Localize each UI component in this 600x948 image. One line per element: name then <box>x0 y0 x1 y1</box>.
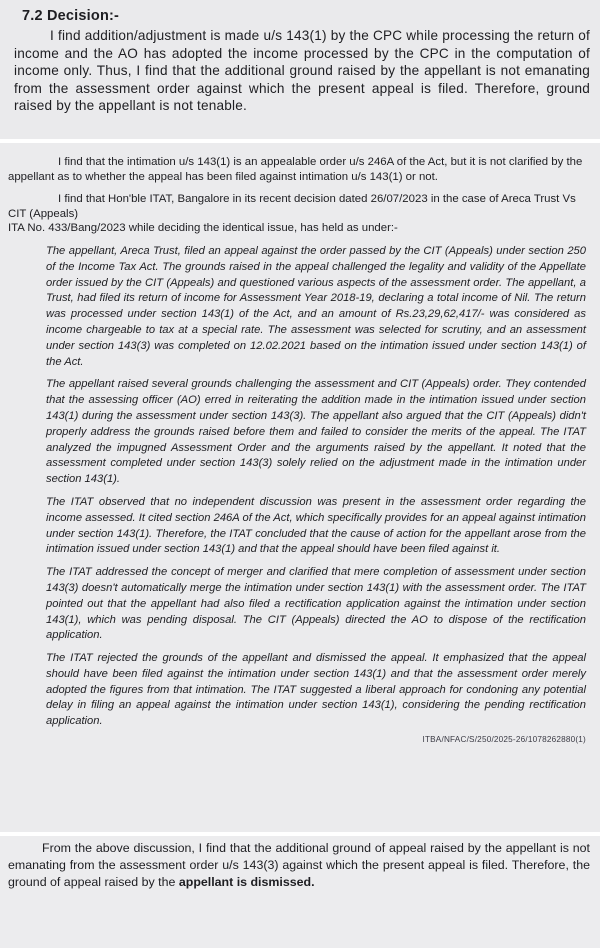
quote-paragraph: The ITAT addressed the concept of merger and clarified that mere completion of assessment under section 143(3) doesn't automatically merge the intimation under section 143(1) with the assessment order. The ITAT pointed out that the appellant had also filed a rectification application against the intimation under section 143(1), which was pending disposal. The CIT (Appeals) directed the AO to dispose of the rectification application. <box>46 566 586 642</box>
itat-reference-section <box>0 143 600 832</box>
section-heading: 7.2 Decision:- <box>22 8 120 24</box>
quote-paragraph: The ITAT rejected the grounds of the appellant and dismissed the appeal. It emphasized that the appeal should have been filed against the intimation under section 143(1) and that the assessment order merely adopted the figures from that intimation. The ITAT suggested a liberal approach for condoning any potential delay in filing an appeal against the intimation under section 143(1), considering the pending rectification application. <box>46 652 586 728</box>
quote-paragraph: The appellant raised several grounds challenging the assessment and CIT (Appeals) order. They contended that the assessing officer (AO) erred in reiterating the addition made in the intimation issued under section 143(1) during the assessment under section 143(3). The appellant also argued that the CIT (Appeals) didn't properly address the grounds raised before them and failed to consider the merits of the appeal. The ITAT analyzed the impugned Assessment Order and the arguments raised by the appellant. It noted that the assessment completed under section 143(3) solely relied on the adjustment made in the intimation under section 143(1). <box>46 378 586 486</box>
conclusion-bold-text: appellant is dismissed. <box>178 875 315 889</box>
decision-text: I find addition/adjustment is made u/s 143(1) by the CPC while processing the return of income and the AO has adopted the income processed by the CPC in the computation of income only. Thus, I find that the additional ground raised by the appellant is not emanating from the assessment order against which the present appeal is filed. Therefore, ground raised by the appellant is not tenable. <box>14 28 590 114</box>
intimation-paragraph <box>8 155 586 184</box>
decision-section <box>0 0 600 139</box>
decision-paragraph <box>14 27 590 115</box>
document-reference-number: ITBA/NFAC/S/250/2025-26/1078262880(1) <box>422 735 586 745</box>
itat-paragraph <box>8 192 586 236</box>
conclusion-text: From the above discussion, I find that the additional ground of appeal raised by the appellant is not emanating from the assessment order u/s 143(3) against which the present appeal is filed. Therefore, the ground of appeal raised by the <box>8 841 590 889</box>
intimation-text: I find that the intimation u/s 143(1) is an appealable order u/s 246A of the Act, but it is not clarified by the appellant as to whether the appeal has been filed against intimation u/s 143(1) or not. <box>8 156 583 183</box>
quote-paragraph: The ITAT observed that no independent discussion was present in the assessment order regarding the income assessed. It cited section 246A of the Act, which specifically provides for an appeal against intimation under section 143(1). Therefore, the ITAT concluded that the cause of action for the appellant arose from the intimation issued under section 143(1) and that the appeal should have been filed against it. <box>46 495 586 556</box>
quote-paragraph: The appellant, Areca Trust, filed an appeal against the order passed by the CIT (Appeals) under section 250 of the Income Tax Act. The grounds raised in the appeal challenged the legality and validity of the Appellate order issued by the CIT (Appeals) and questioned various aspects of the assessment order. The appellant, a Trust, had filed its return of income for Assessment Year 2018-19, declaring a total income of Nil. The return was processed under section 143(1) of the Act, and an amount of Rs.23,29,62,417/- was considered as income chargeable to tax at a special rate. The assessment was selected for scrutiny, and an assessment under section 143(3) was completed on 12.02.2021 based on the intimation issued under section 143(1) of the Act. <box>46 244 586 368</box>
conclusion-paragraph <box>8 840 590 891</box>
ita-number-line: ITA No. 433/Bang/2023 while deciding the identical issue, has held as under:- <box>8 222 398 235</box>
itat-text: I find that Hon'ble ITAT, Bangalore in its recent decision dated 26/07/2023 in the case of Areca Trust Vs CIT (Appeals) <box>8 193 576 220</box>
conclusion-section <box>0 836 600 948</box>
